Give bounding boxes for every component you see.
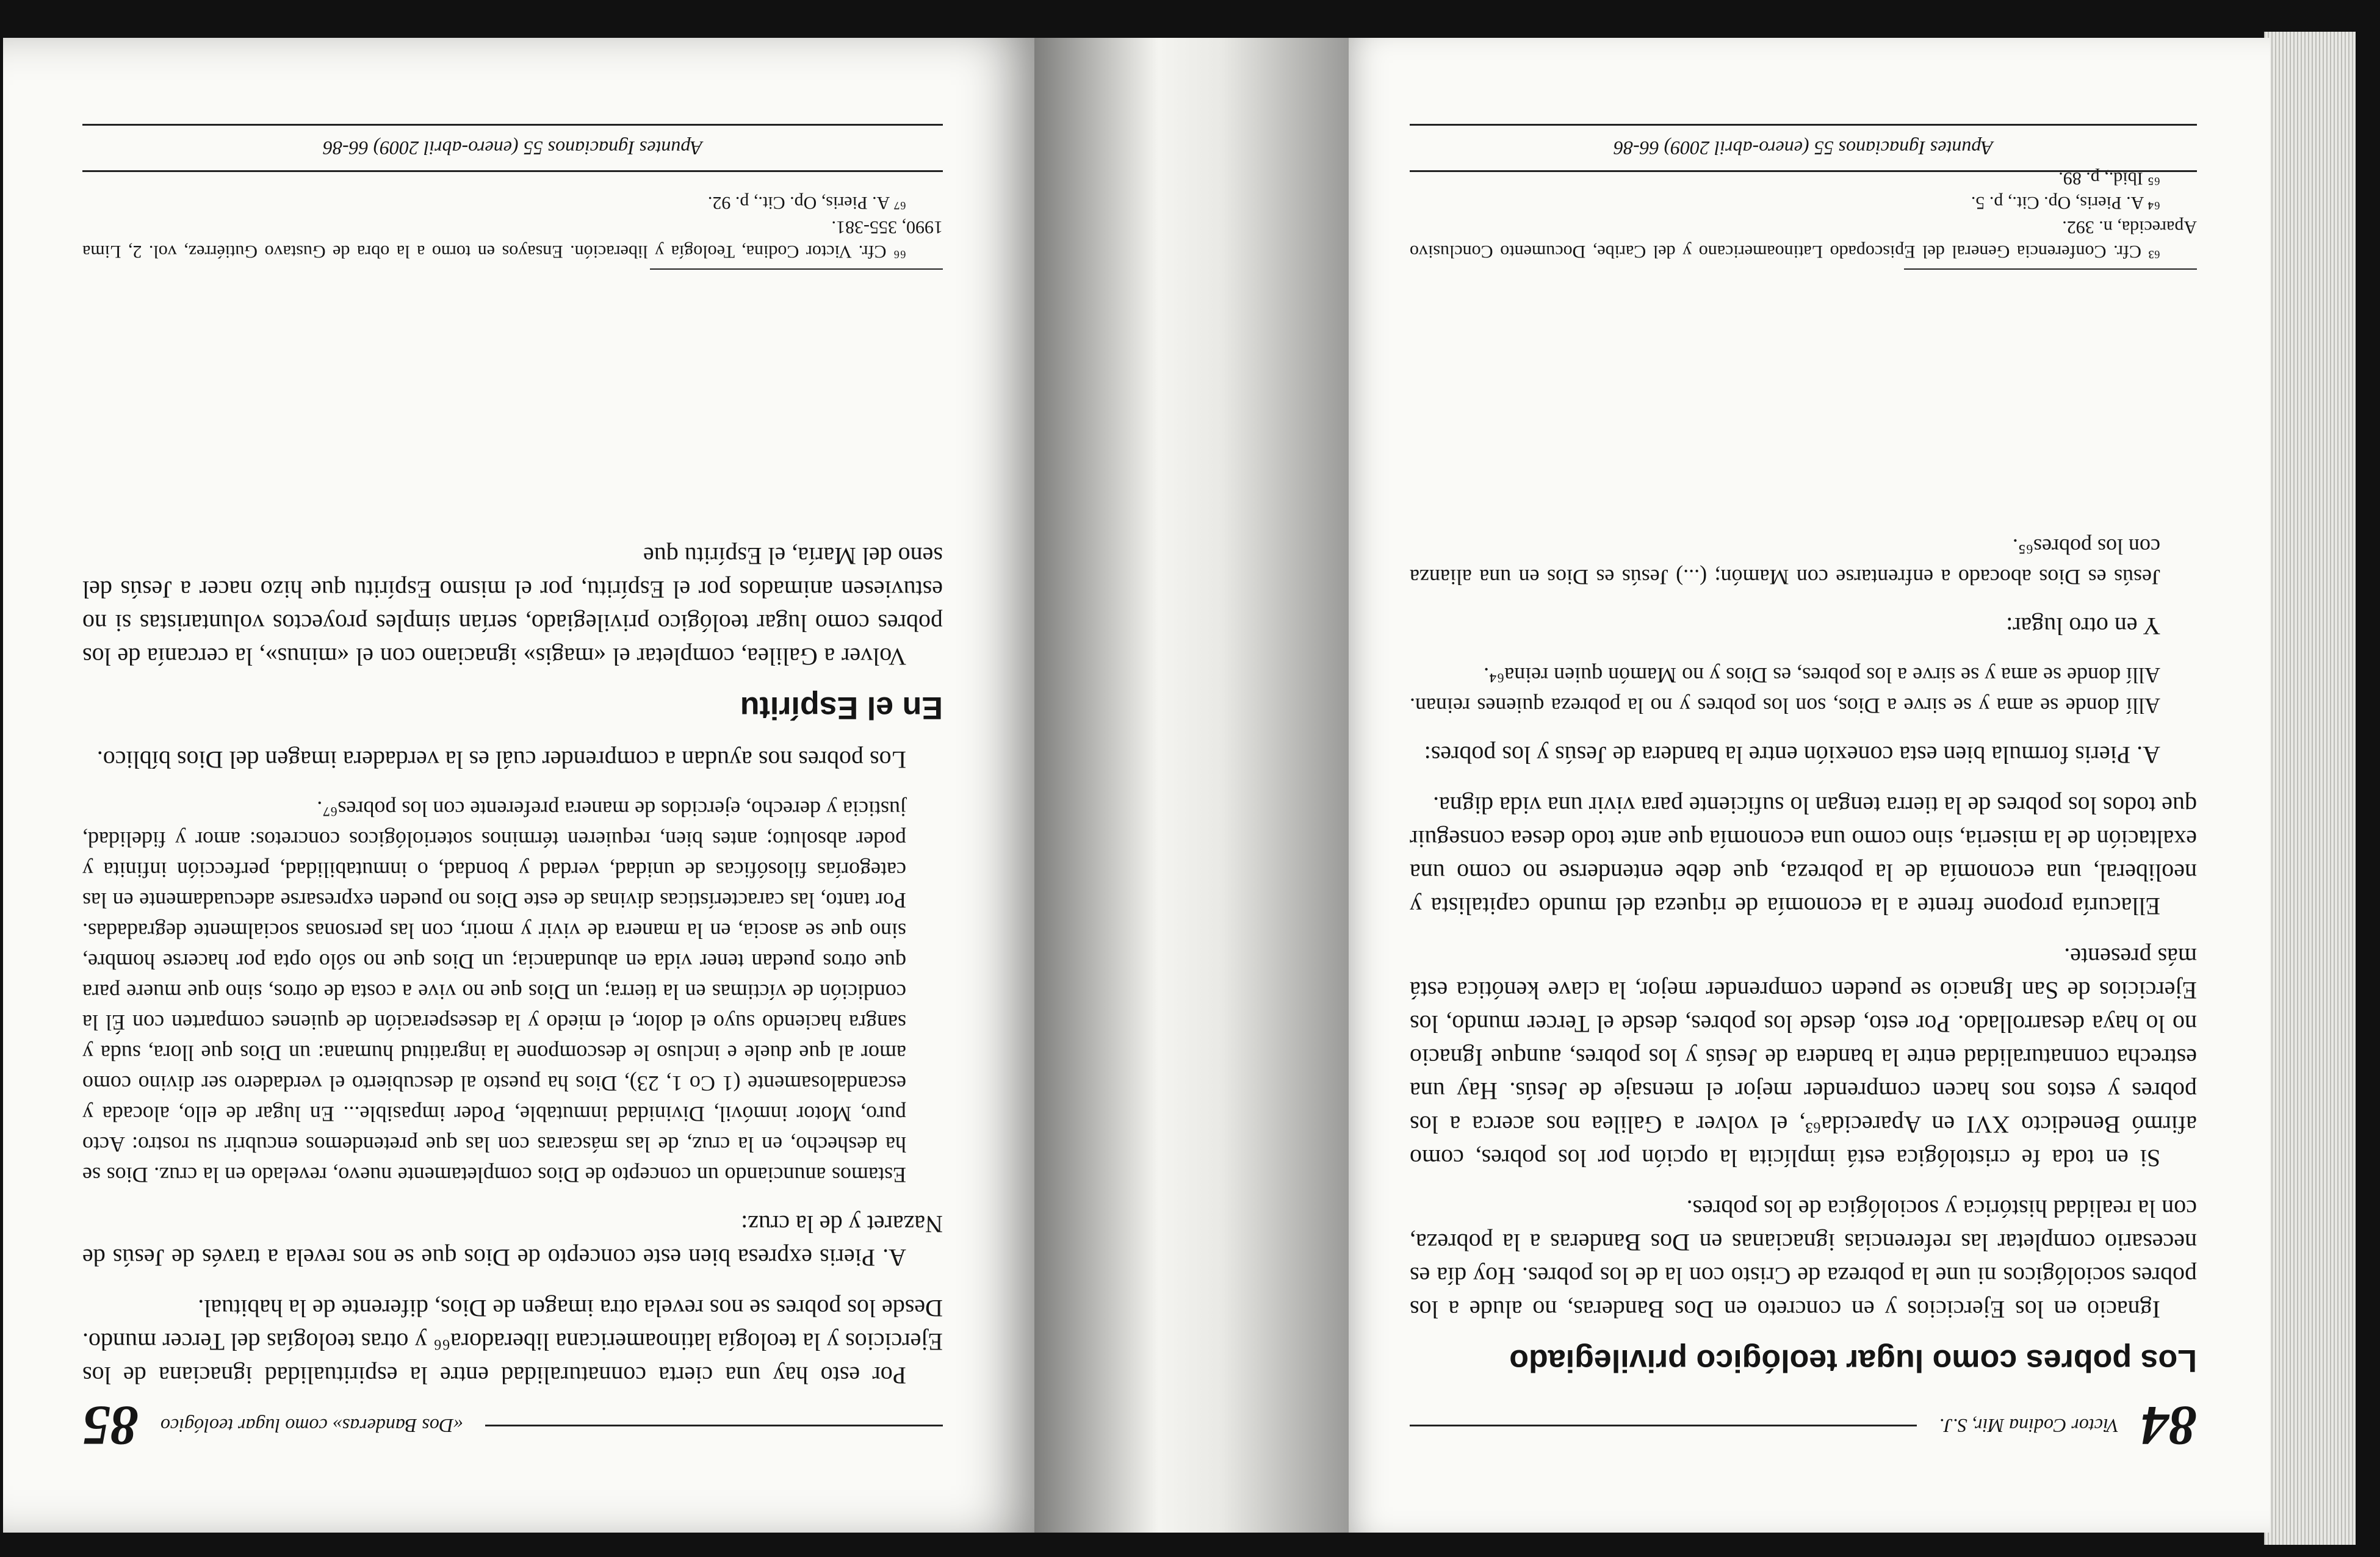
footnote: ⁶⁷ A. Pieris, Op. Cit., p. 92. — [707, 193, 906, 213]
page-85 — [3, 38, 1034, 1533]
page-edges — [2264, 32, 2356, 1545]
running-head-84 — [1410, 1392, 2197, 1459]
section-heading: En el Espíritu — [740, 690, 943, 725]
footnote: ⁶⁵ Ibid., p. 89. — [2058, 168, 2160, 189]
paragraph: Ignacio en los Ejercicios y en concreto en Dos Banderas, no alude a los pobres sociológicos ni une la pobreza de Cristo con la de los pobres. Hoy día es necesario completar las referencias ignacianas en Dos Banderas a la pobreza, con la realidad histórica y sociológica de los pobres. — [1410, 1195, 2197, 1323]
footnote: ⁶⁴ A. Pieris, Op. Cit., p. 5. — [1971, 193, 2160, 213]
paragraph: Y en otro lugar: — [2006, 613, 2160, 640]
footnote: ⁶⁶ Cfr. Victor Codina, Teología y liberación. Ensayos en torno a la obra de Gustavo Gutiérrez, vol. 2, Lima 1990, 355-381. — [82, 217, 943, 262]
footnotes — [82, 190, 943, 288]
footnotes — [1410, 166, 2197, 288]
footnote-rule — [1904, 264, 2197, 270]
paragraph: Volver a Galilea, completar el «magis» ignaciano con el «minus», la cercanía de los pobres como lugar teológico privilegiado, serían simples proyectos voluntaristas si no estuviesen animados por el Espíritu, por el mismo Espíritu que hizo nacer a Jesús del seno del María, el Espíritu que — [82, 542, 943, 671]
running-head-text: Victor Codina Mir, S.J. — [1939, 1415, 2119, 1437]
book-gutter — [1031, 38, 1349, 1533]
paragraph: A. Pieris expresa bien este concepto de Dios que se nos revela a través de Jesús de Nazaret y de la cruz: — [82, 1210, 943, 1271]
paragraph: Los pobres nos ayudan a comprender cuál es la verdadera imagen del Dios bíblico. — [96, 746, 906, 774]
journal-footer: Apuntes Ignacianos 55 (enero-abril 2009) 66-86 — [1410, 124, 2197, 172]
block-quote: Jesús es Dios abocado a enfrentarse con Mamón; (...) Jesús es Dios en una alianza con los pobres⁶⁵. — [1410, 534, 2160, 589]
page-number: 85 — [82, 1395, 139, 1457]
page-84 — [1343, 38, 2270, 1533]
block-quote: Estamos anunciando un concepto de Dios completamente nuevo, revelado en la cruz. Dios se ha deshecho, en la cruz, de las máscaras con las que pretendemos encubrir su rostro: Acto puro, Motor inmóvil, Divinidad inmutable, Poder impasible... En lugar de ello, alocada y escandalosamente (1 Co 1, 23), Dios ha puesto al descubierto el verdadero ser divino como amor al que duele e incluso le descompone la ingratitud humana: un Dios que llora, suda y sangra haciendo suyo el dolor, el miedo y la desesperación de quienes comparten con Él la condición de víctimas en la tierra; un Dios que no vive a costa de otros, sino que muere para que otros puedan tener vida en abundancia; un Dios que no sólo opta por hacerse hombre, sino que se asocia, en la manera de vivir y morir, con las personas socialmente degradadas. Por tanto, las características divinas de este Dios no pueden expresarse adecuadamente en las categorías filosóficas de unidad, verdad y bondad, o inmutabilidad, perfección infinita y poder absoluto; antes bien, requieren términos soteriológicos concretos: amor y fidelidad, justicia y derecho, ejercidos de manera preferente con los pobres⁶⁷. — [82, 797, 906, 1187]
journal-footer: Apuntes Ignacianos 55 (enero-abril 2009) 66-86 — [82, 124, 943, 172]
running-head-rule — [1410, 1425, 1917, 1427]
page-number: 84 — [2141, 1395, 2197, 1457]
paragraph: Ellacuría propone frente a la economía de riqueza del mundo capitalista y neoliberal, una economía de la pobreza, que debe entenderse no como una exaltación de la miseria, sino como una economía que ante todo desea conseguir que todos los pobres de la tierra tengan lo suficiente para vivir una vida digna. — [1410, 792, 2197, 920]
paragraph: Por esto hay una cierta connaturalidad entre la espiritualidad ignaciana de los Ejercicios y la teología latinoamericana liberadora⁶⁶ y otras teologías del Tercer mundo. Desde los pobres se nos revela otra imagen de Dios, diferente de la habitual. — [82, 1295, 943, 1389]
running-head-85 — [82, 1392, 943, 1459]
running-head-text: «Dos Banderas» como lugar teológico — [160, 1415, 463, 1437]
block-quote: Allí donde se ama y se sirve a Dios, son los pobres y no la pobreza quienes reinan. Allí donde se ama y se sirve a los pobres, es Dios y no Mamón quien reina⁶⁴. — [1410, 663, 2160, 718]
paragraph: A. Pieris formula bien esta conexión entre la bandera de Jesús y los pobres: — [1424, 741, 2160, 769]
running-head-rule — [485, 1425, 943, 1427]
footnote-rule — [650, 264, 943, 270]
section-heading: Los pobres como lugar teológico privilegiado — [1509, 1343, 2197, 1378]
footnote: ⁶³ Cfr. Conferencia General del Episcopado Latinoamericano y del Caribe, Documento Conclusivo Aparecida, n. 392. — [1410, 217, 2197, 262]
paragraph: Si en toda fe cristológica está implícita la opción por los pobres, como afirmó Benedicto XVI en Aparecida⁶³, el volver a Galilea nos acerca a los pobres y estos nos hacen comprender mejor el mensaje de Jesús. Hay una estrecha connaturalidad entre la bandera de Jesús y los pobres, aunque Ignacio no lo haya desarrollado. Por esto, desde los pobres, desde el Tercer mundo, los Ejercicios de San Ignacio se pueden comprender mejor, la clave kenótica está más presente. — [1410, 943, 2197, 1172]
